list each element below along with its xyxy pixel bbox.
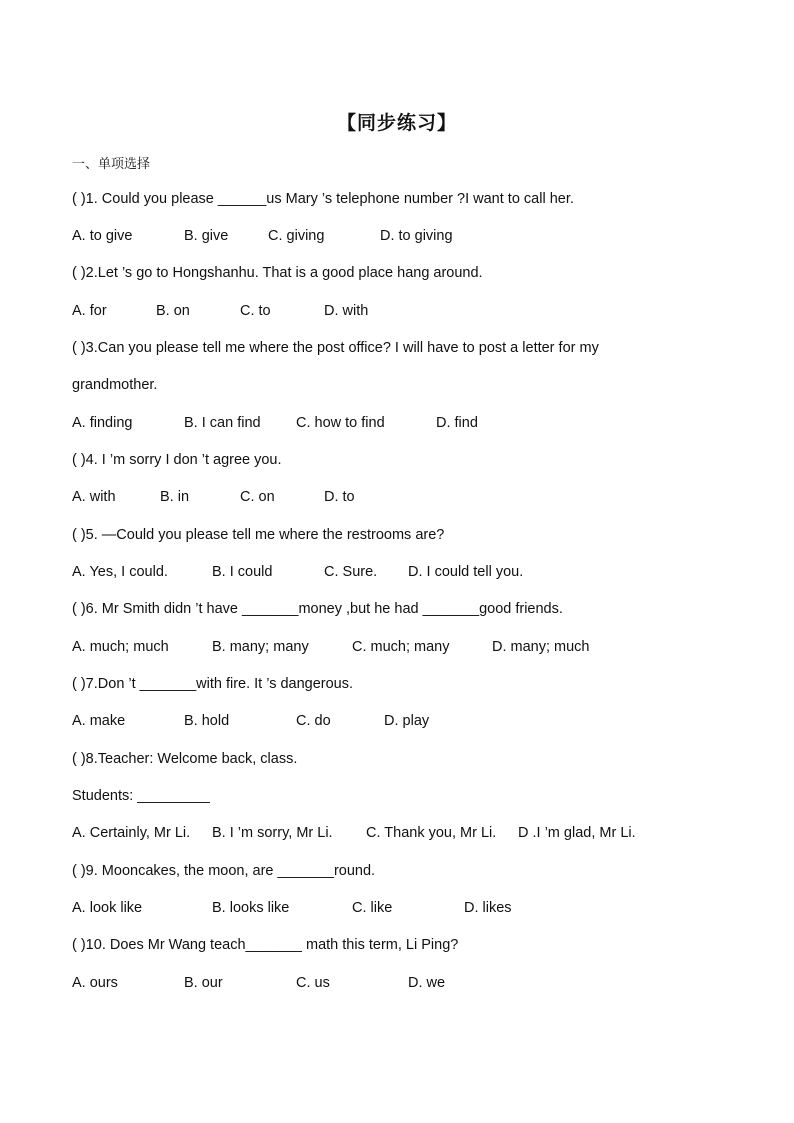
question-7-option-d: D. play (384, 713, 430, 729)
question-8-option-a: A. Certainly, Mr Li. (72, 825, 191, 841)
question-5-option-c: C. Sure. (324, 564, 378, 580)
question-8-option-b: B. I ’m sorry, Mr Li. (212, 825, 333, 841)
question-7-option-c: C. do (296, 713, 331, 729)
page-title: 【同步练习】 (336, 113, 457, 134)
question-7-stem: ( )7.Don ’t _______with fire. It ’s dangerous. (72, 676, 354, 692)
question-6-option-b: B. many; many (212, 639, 309, 655)
question-10-option-b: B. our (184, 975, 223, 991)
question-8-option-c: C. Thank you, Mr Li. (366, 825, 497, 841)
question-8-stem-continued: Students: _________ (72, 788, 210, 804)
question-3-option-a: A. finding (72, 415, 133, 431)
question-9-option-c: C. like (352, 900, 393, 916)
question-1-stem: ( )1. Could you please ______us Mary ’s telephone number ?I want to call her. (72, 191, 574, 207)
question-4-option-b: B. in (160, 489, 190, 505)
question-2-option-a: A. for (72, 303, 107, 319)
question-4-option-d: D. to (324, 489, 355, 505)
question-8-option-d: D .I ’m glad, Mr Li. (518, 825, 636, 841)
question-6-option-c: C. much; many (352, 639, 450, 655)
question-4-option-c: C. on (240, 489, 275, 505)
question-2-option-c: C. to (240, 303, 271, 319)
question-3-stem: ( )3.Can you please tell me where the post office? I will have to post a letter for my (72, 340, 599, 356)
question-6-option-d: D. many; much (492, 639, 590, 655)
question-10-option-a: A. ours (72, 975, 118, 991)
question-3-stem-continued: grandmother. (72, 377, 158, 393)
question-6-option-a: A. much; much (72, 639, 169, 655)
question-1-option-a: A. to give (72, 228, 133, 244)
question-8-stem: ( )8.Teacher: Welcome back, class. (72, 751, 298, 767)
question-6-stem: ( )6. Mr Smith didn ’t have _______money ,but he had _______good friends. (72, 601, 563, 617)
question-1-option-b: B. give (184, 228, 229, 244)
question-9-stem: ( )9. Mooncakes, the moon, are _______round. (72, 863, 376, 879)
question-4-stem: ( )4. I ’m sorry I don ’t agree you. (72, 452, 282, 468)
question-3-option-b: B. I can find (184, 415, 261, 431)
question-1-option-c: C. giving (268, 228, 325, 244)
question-9-option-a: A. look like (72, 900, 143, 916)
section-heading: 一、单项选择 (72, 156, 151, 171)
question-5-option-b: B. I could (212, 564, 273, 580)
question-3-option-d: D. find (436, 415, 478, 431)
question-2-option-b: B. on (156, 303, 190, 319)
question-1-option-d: D. to giving (380, 228, 453, 244)
question-5-option-a: A. Yes, I could. (72, 564, 168, 580)
question-2-option-d: D. with (324, 303, 369, 319)
question-10-option-c: C. us (296, 975, 330, 991)
question-9-option-b: B. looks like (212, 900, 290, 916)
question-9-option-d: D. likes (464, 900, 512, 916)
question-5-stem: ( )5. —Could you please tell me where the restrooms are? (72, 527, 445, 543)
question-10-stem: ( )10. Does Mr Wang teach_______ math this term, Li Ping? (72, 937, 459, 953)
question-7-option-b: B. hold (184, 713, 230, 729)
question-2-stem: ( )2.Let ’s go to Hongshanhu. That is a good place hang around. (72, 265, 483, 281)
question-4-option-a: A. with (72, 489, 116, 505)
question-3-option-c: C. how to find (296, 415, 385, 431)
question-5-option-d: D. I could tell you. (408, 564, 524, 580)
question-7-option-a: A. make (72, 713, 126, 729)
question-10-option-d: D. we (408, 975, 446, 991)
